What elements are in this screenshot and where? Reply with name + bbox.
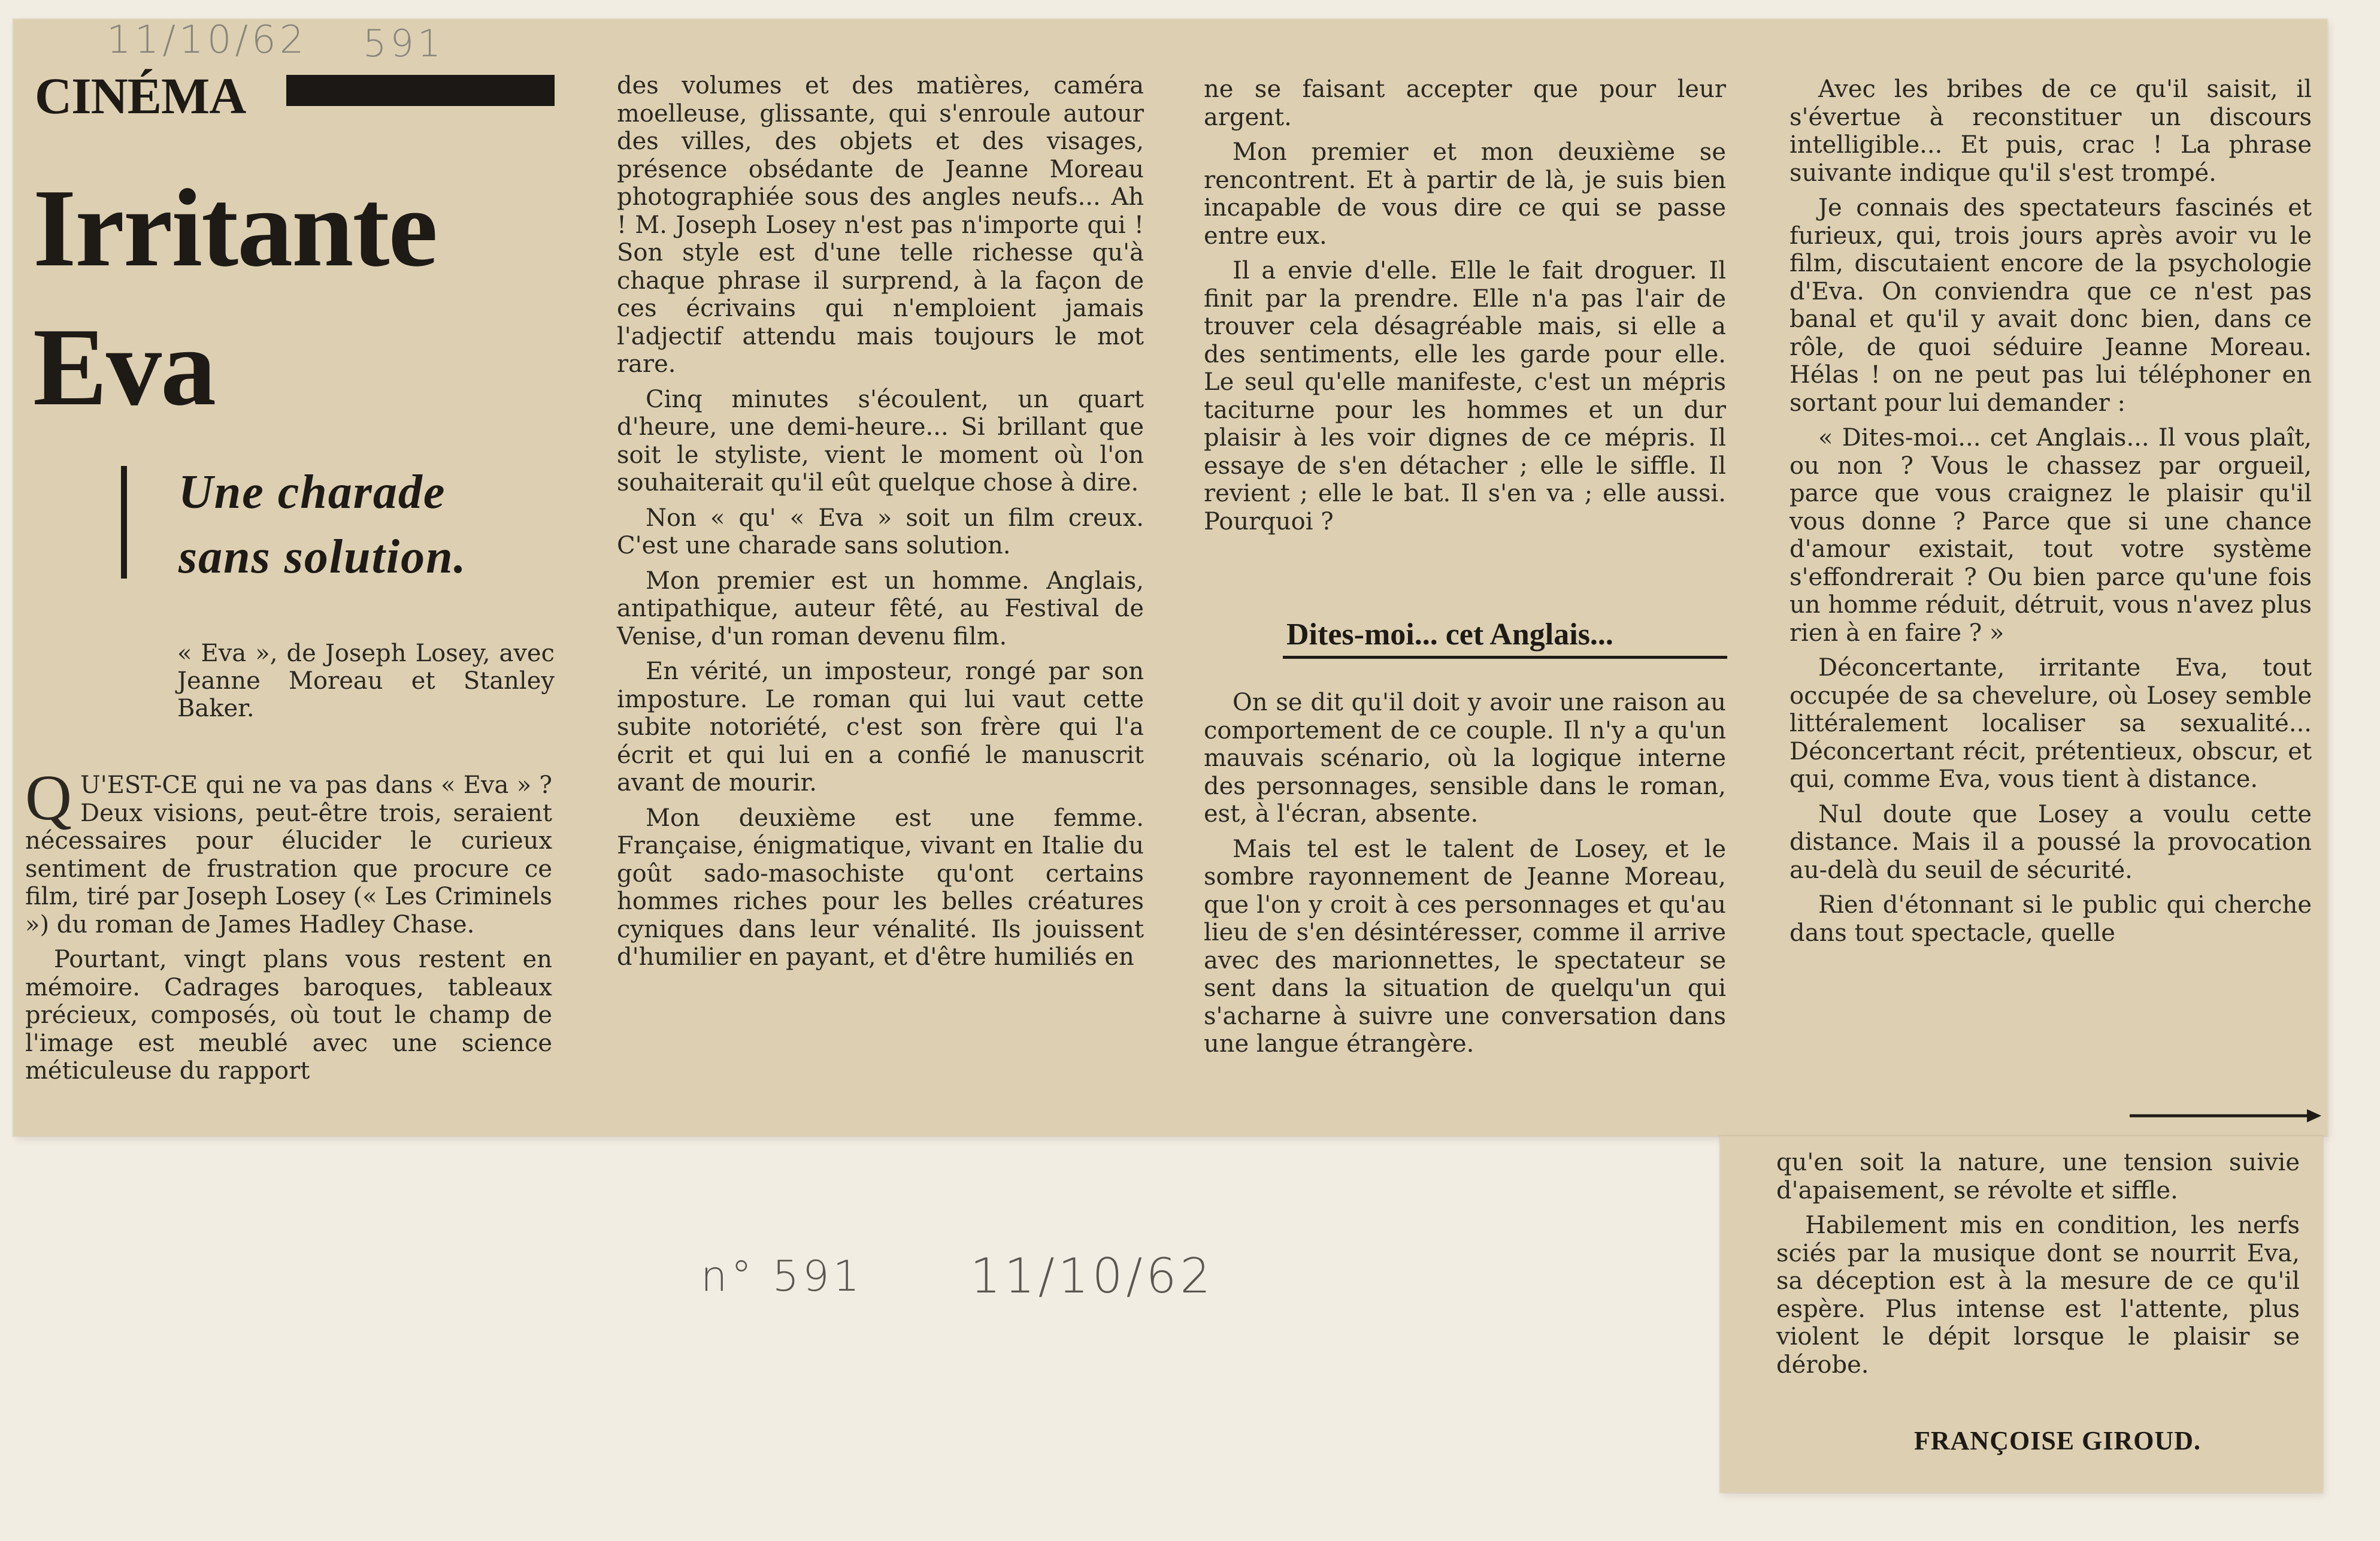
paragraph: Mon premier et mon deuxième se rencontrent. Et à partir de là, je suis bien incapable de vous dire ce qui se passe entre eux. xyxy=(1204,138,1726,250)
paragraph: En vérité, un imposteur, rongé par son imposture. Le roman qui lui vaut cette subite notoriété, c'est son frère qui l'a écrit et qui lui en a confié le manuscrit avant de mourir. xyxy=(617,658,1144,797)
section-kicker: CINÉMA xyxy=(35,67,246,125)
paragraph: On se dit qu'il doit y avoir une raison au comportement de ce couple. Il n'y a qu'un mauvais scénario, où la logique interne des personnages, sensible dans le roman, est, à l'écran, absente. xyxy=(1204,689,1726,828)
paragraph: Il a envie d'elle. Elle le fait droguer. Il finit par la prendre. Elle n'a pas l'air de trouver cela désagréable mais, si elle a des sentiments, elle les garde pour elle. Le seul qu'elle manifeste, c'est un mépris taciturne pour les hommes et un dur plaisir à les voir dignes de ce mépris. Il essaye de s'en détacher ; elle le siffle. Il revient ; elle le bat. Il s'en va ; elle aussi. Pourquoi ? xyxy=(1204,257,1726,535)
kicker-bar xyxy=(286,75,555,106)
headline-line-1: Irritante xyxy=(33,166,437,290)
column-5-continuation xyxy=(1776,1149,2300,1386)
headline xyxy=(33,159,437,437)
subheadline-line-2: sans solution. xyxy=(178,531,467,583)
paragraph: qu'en soit la nature, une tension suivie d'apaisement, se révolte et siffle. xyxy=(1776,1149,2300,1204)
handwritten-number-bottom: n° 591 xyxy=(701,1252,864,1301)
film-credits: « Eva », de Joseph Losey, avec Jeanne Moreau et Stanley Baker. xyxy=(177,640,555,722)
paragraph: Q U'EST-CE qui ne va pas dans « Eva » ? Deux visions, peut-être trois, seraient nécessaires pour élucider le curieux sentiment de frustration que procure ce film, tiré par Joseph Losey (« Les Criminels ») du roman de James Hadley Chase. xyxy=(25,762,552,938)
headline-line-2: Eva xyxy=(33,305,216,429)
paragraph: Cinq minutes s'écoulent, un quart d'heure, une demi-heure... Si brillant que soit le styliste, vient le moment où l'on souhaiterait qu'il eût quelque chose à dire. xyxy=(617,385,1144,496)
column-3-top xyxy=(1204,75,1726,543)
crosshead-rule xyxy=(1283,656,1727,659)
column-3-bottom xyxy=(1204,689,1726,1065)
paragraph: Pourtant, vingt plans vous restent en mémoire. Cadrages baroques, tableaux précieux, composés, où tout le champ de l'image est meublé avec une science méticuleuse du rapport xyxy=(25,946,552,1085)
handwritten-date-top: 11/10/62 xyxy=(107,18,308,62)
paragraph: ne se faisant accepter que pour leur argent. xyxy=(1204,75,1726,131)
paragraph: Rien d'étonnant si le public qui cherche dans tout spectacle, quelle xyxy=(1789,891,2312,947)
continuation-arrow-icon xyxy=(2130,1107,2321,1125)
subheadline xyxy=(178,460,467,589)
paragraph: Mon deuxième est une femme. Française, énigmatique, vivant en Italie du goût sado-masochiste qu'ont certains hommes riches pour les belles créatures cyniques dans leur vénalité. Ils jouissent d'humilier en payant, et d'être humiliés en xyxy=(617,804,1144,971)
drop-cap: Q xyxy=(25,762,72,834)
paragraph: Mon premier est un homme. Anglais, antipathique, auteur fêté, au Festival de Venise, d'un roman devenu film. xyxy=(617,567,1144,650)
subheadline-rule xyxy=(121,466,127,579)
paragraph: Déconcertante, irritante Eva, tout occupée de sa chevelure, où Losey semble littéralement localiser sa sexualité... Déconcertant récit, prétentieux, obscur, et qui, comme Eva, vous tient à distance. xyxy=(1789,654,2312,793)
paragraph: des volumes et des matières, caméra moelleuse, glissante, qui s'enroule autour des villes, des objets et des visages, présence obsédante de Jeanne Moreau photographiée sous des angles neufs... Ah ! M. Joseph Losey n'est pas n'importe qui ! Son style est d'une telle richesse qu'à chaque phrase il surprend, à la façon de ces écrivains qui n'emploient jamais l'adjectif attendu mais toujours le mot rare. xyxy=(617,72,1144,378)
subheadline-line-1: Une charade xyxy=(178,466,446,519)
crosshead: Dites-moi... cet Anglais... xyxy=(1286,617,1613,652)
paragraph: Habilement mis en condition, les nerfs sciés par la musique dont se nourrit Eva, sa déception est à la mesure de ce qu'il espère. Plus intense est l'attente, plus violent le dépit lorsque le plaisir se dérobe. xyxy=(1776,1212,2300,1379)
column-1 xyxy=(25,762,552,1092)
paragraph: Non « qu' « Eva » soit un film creux. C'est une charade sans solution. xyxy=(617,504,1144,559)
column-2 xyxy=(617,72,1144,979)
paragraph: Avec les bribes de ce qu'il saisit, il s'évertue à reconstituer un discours intelligible... Et puis, crac ! La phrase suivante indique qu'il s'est trompé. xyxy=(1789,75,2312,187)
byline: FRANÇOISE GIROUD. xyxy=(1914,1426,2202,1455)
paragraph: « Dites-moi... cet Anglais... Il vous plaît, ou non ? Vous le chassez par orgueil, parce que vous craignez le plaisir qu'il vous donne ? Parce que si une chance d'amour existait, tout votre système s'effondrerait ? Ou bien parce qu'une fois un homme réduit, détruit, vous n'avez plus rien à en faire ? » xyxy=(1789,424,2312,647)
column-4 xyxy=(1789,75,2312,954)
handwritten-number-top: 591 xyxy=(363,22,445,65)
paragraph: Je connais des spectateurs fascinés et furieux, qui, trois jours après avoir vu le film, discutaient encore de la psychologie d'Eva. On conviendra que ce n'est pas banal et qu'il y avait donc bien, dans ce rôle, de quoi séduire Jeanne Moreau. Hélas ! on ne peut pas lui téléphoner en sortant pour lui demander : xyxy=(1789,194,2312,417)
paragraph: Nul doute que Losey a voulu cette distance. Mais il a poussé la provocation au-delà du seuil de sécurité. xyxy=(1789,800,2312,884)
handwritten-date-bottom: 11/10/62 xyxy=(970,1248,1215,1304)
paragraph: Mais tel est le talent de Losey, et le sombre rayonnement de Jeanne Moreau, que l'on y croit à ces personnages et qu'au lieu de s'en désintéresser, comme il arrive avec des marionnettes, le spectateur se sent dans la situation de quelqu'un qui s'acharne à suivre une conversation dans une langue étrangère. xyxy=(1204,835,1726,1058)
